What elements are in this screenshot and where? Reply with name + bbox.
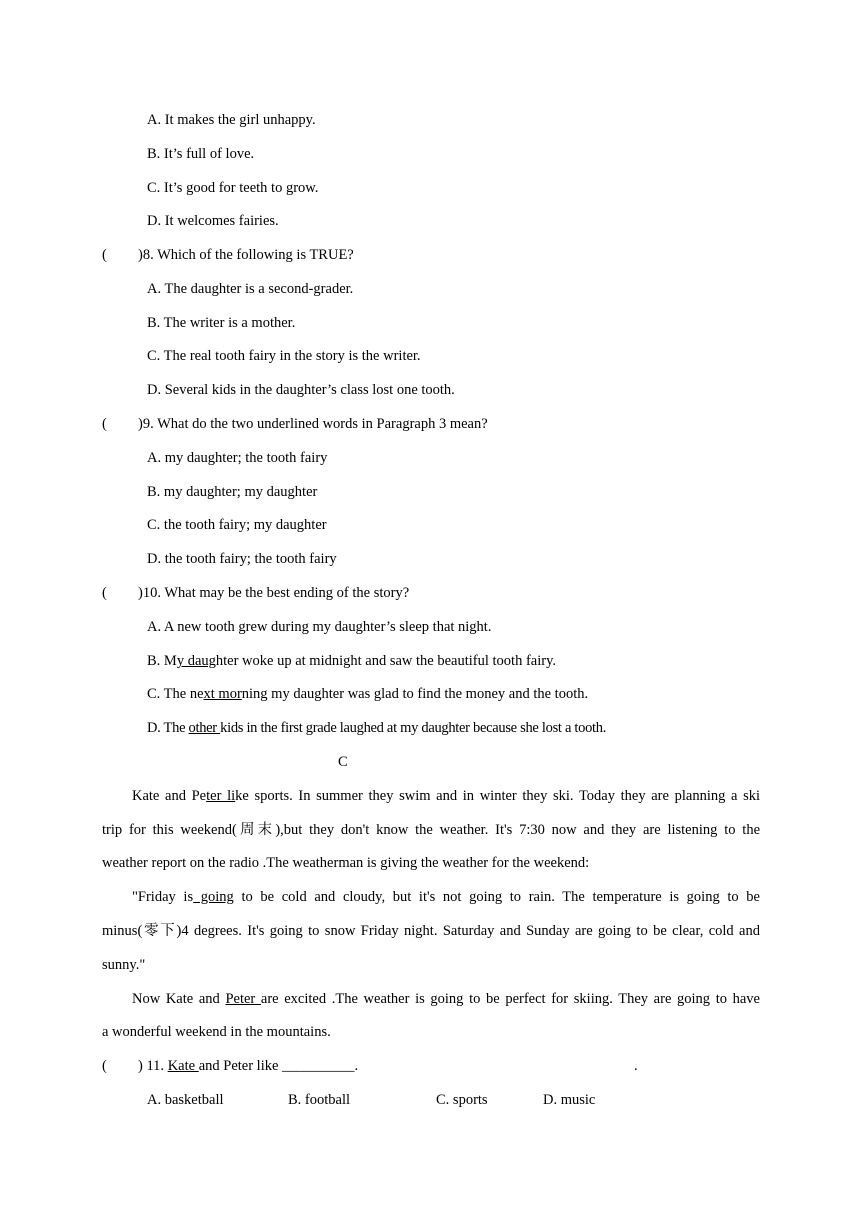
q7-option-a: A. It makes the girl unhappy. [147,112,316,128]
answer-paren-close: ) [138,416,143,432]
q9-option-b: B. my daughter; my daughter [147,484,318,500]
q10-option-b: B. My daughter woke up at midnight and saw the beautiful tooth fairy. [147,653,557,669]
q11-option-a: A. basketball [147,1092,224,1108]
q11-question: ( ) 11. Kate and Peter like __________. [102,1058,359,1074]
q10-option-c: C. The next morning my daughter was glad to find the money and the tooth. [147,686,589,702]
answer-paren-open: ( [102,247,107,263]
question-text: 10. What may be the best ending of the story? [142,585,410,601]
passage-p3-line1: Now Kate and Peter are excited .The weather is going to be perfect for skiing. They are going to have [132,991,760,1007]
q9-option-d: D. the tooth fairy; the tooth fairy [147,551,337,567]
q10-question [102,583,409,603]
underlined-text: other [188,720,221,736]
passage-p1-line2: trip for this weekend(周末),but they don't know the weather. It's 7:30 now and they are listening to the [102,822,760,838]
q9-option-c: C. the tooth fairy; my daughter [147,517,327,533]
passage-p1-line1: Kate and Peter like sports. In summer they swim and in winter they ski. Today they are planning a ski [132,788,761,804]
passage-p2-line2: minus(零下)4 degrees. It's going to snow Friday night. Saturday and Sunday are going to be clear, cold and [102,923,760,939]
underlined-text: ter li [206,788,236,804]
answer-paren-close: ) [138,1058,143,1074]
answer-paren-open: ( [102,585,107,601]
underlined-text: Kate [167,1058,199,1074]
q8-option-a: A. The daughter is a second-grader. [147,281,354,297]
q7-option-c: C. It’s good for teeth to grow. [147,180,319,196]
underlined-text: xt mor [203,686,242,702]
passage-p1-line3: weather report on the radio .The weatherman is giving the weather for the weekend: [102,855,590,871]
answer-paren-open: ( [102,416,107,432]
underlined-text: going [193,889,234,905]
q11-option-d: D. music [543,1092,596,1108]
answer-paren-open: ( [102,1058,107,1074]
underlined-text: Peter [225,991,261,1007]
passage-p3-line2: a wonderful weekend in the mountains. [102,1024,331,1040]
answer-paren-close: ) [138,247,143,263]
q10-option-d: D. The other kids in the first grade laughed at my daughter because she lost a tooth. [147,720,607,736]
q11-options-row [0,1090,860,1110]
q10-option-a: A. A new tooth grew during my daughter’s sleep that night. [147,619,492,635]
passage-p2-line1: "Friday is going to be cold and cloudy, but it's not going to rain. The temperature is going to be [132,889,760,905]
q8-question [102,245,354,265]
q7-option-d: D. It welcomes fairies. [147,213,279,229]
answer-paren-close: ) [138,585,143,601]
q11-option-c: C. sports [436,1092,488,1108]
q8-option-b: B. The writer is a mother. [147,315,296,331]
q8-option-d: D. Several kids in the daughter’s class lost one tooth. [147,382,455,398]
q8-option-c: C. The real tooth fairy in the story is the writer. [147,348,421,364]
passage-p2-line3: sunny." [102,957,146,973]
q9-option-a: A. my daughter; the tooth fairy [147,450,328,466]
q9-question [102,414,488,434]
q11-option-b: B. football [288,1092,351,1108]
question-text: 8. Which of the following is TRUE? [142,247,354,263]
section-heading: C [338,754,348,770]
underlined-text: y daug [176,653,216,669]
question-text: 9. What do the two underlined words in Paragraph 3 mean? [142,416,488,432]
q7-option-b: B. It’s full of love. [147,146,255,162]
trailing-dot: . [634,1058,638,1074]
